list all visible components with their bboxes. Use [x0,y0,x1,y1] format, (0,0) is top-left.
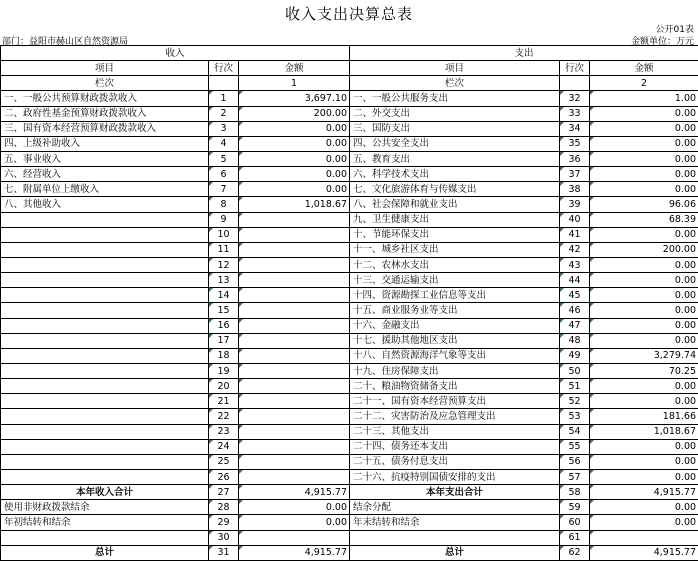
expense-item-name: 二十、粮油物资储备支出 [350,379,560,394]
expense-item-name: 二十二、灾害防治及应急管理支出 [350,409,560,424]
expense-item-name: 十六、金融支出 [350,318,560,333]
expense-amount: 0.00 [590,303,698,318]
expense-line-no: 44 [560,273,590,288]
table-row [1,348,698,363]
income-amount: 200.00 [239,106,350,121]
expense-line-no: 38 [560,182,590,197]
expense-item-name: 十九、住房保障支出 [350,363,560,378]
expense-line-no: 59 [560,500,590,515]
income-item-name [1,303,209,318]
report-title: 收入支出决算总表 [0,3,698,24]
expense-line-no: 40 [560,212,590,227]
expense-amount: 181.66 [590,409,698,424]
income-amount: 0.00 [239,500,350,515]
income-item-header: 项目 [1,61,209,76]
table-row [1,106,698,121]
income-item-name: 本年收入合计 [1,485,209,500]
table-row [1,288,698,303]
table-row [1,167,698,182]
expense-amount: 0.00 [590,273,698,288]
expense-amount: 1,018.67 [590,424,698,439]
table-row [1,469,698,484]
table-row [1,333,698,348]
income-line-no: 25 [209,454,239,469]
income-line-no: 5 [209,151,239,166]
amount-unit: 金额单位：万元 [631,34,694,47]
income-item-name [1,424,209,439]
expense-line-no: 55 [560,439,590,454]
expense-amount: 0.00 [590,454,698,469]
header-column-row [1,61,698,76]
header-column-number-row [1,76,698,91]
expense-amount-header: 金额 [590,61,698,76]
income-item-name [1,439,209,454]
income-item-name [1,273,209,288]
expense-amount: 0.00 [590,227,698,242]
expense-line-no: 60 [560,515,590,530]
expense-line-header: 行次 [560,61,590,76]
income-item-name [1,469,209,484]
expense-item-name: 二十四、债务还本支出 [350,439,560,454]
income-line-no: 9 [209,212,239,227]
income-item-name [1,363,209,378]
expense-item-name: 二十六、抗疫特别国债安排的支出 [350,469,560,484]
expense-amount: 0.00 [590,318,698,333]
income-item-name: 五、事业收入 [1,151,209,166]
carryover-row [1,500,698,515]
income-line-no: 30 [209,530,239,545]
income-line-no: 16 [209,318,239,333]
income-line-no: 3 [209,121,239,136]
expense-amount: 4,915.77 [590,485,698,500]
income-line-no: 1 [209,91,239,106]
income-line-no: 6 [209,167,239,182]
table-row [1,394,698,409]
income-amount: 0.00 [239,151,350,166]
expense-item-name: 十四、资源勘探工业信息等支出 [350,288,560,303]
expense-line-no: 43 [560,257,590,272]
income-item-name [1,333,209,348]
expense-amount: 0.00 [590,136,698,151]
expense-line-no: 41 [560,227,590,242]
income-item-name: 二、政府性基金预算财政拨款收入 [1,106,209,121]
income-amount [239,454,350,469]
expense-item-name: 十三、交通运输支出 [350,273,560,288]
income-column-label: 栏次 [1,76,209,91]
income-line-no: 23 [209,424,239,439]
table-row [1,91,698,106]
expense-amount: 0.00 [590,333,698,348]
expense-item-header: 项目 [350,61,560,76]
income-amount [239,363,350,378]
table-row [1,379,698,394]
income-line-no: 26 [209,469,239,484]
income-line-no: 14 [209,288,239,303]
income-line-no: 19 [209,363,239,378]
income-column-line-blank [209,76,239,91]
income-amount [239,227,350,242]
department-label: 部门：益阳市赫山区自然资源局 [2,34,128,47]
expense-item-name [350,530,560,545]
expense-amount: 0.00 [590,121,698,136]
income-amount: 0.00 [239,121,350,136]
income-line-no: 31 [209,545,239,560]
income-amount: 0.00 [239,515,350,530]
income-amount: 4,915.77 [239,545,350,560]
income-amount [239,303,350,318]
table-row [1,121,698,136]
table-row [1,318,698,333]
table-row [1,227,698,242]
expense-column-line-blank [560,76,590,91]
income-amount [239,394,350,409]
income-item-name: 年初结转和结余 [1,515,209,530]
income-item-name [1,454,209,469]
income-amount: 0.00 [239,136,350,151]
expense-line-no: 58 [560,485,590,500]
expense-line-no: 35 [560,136,590,151]
table-row [1,257,698,272]
income-line-no: 18 [209,348,239,363]
expense-line-no: 34 [560,121,590,136]
income-expense-table [0,45,698,561]
carryover-row [1,515,698,530]
expense-item-name: 三、国防支出 [350,121,560,136]
expense-item-name: 十七、援助其他地区支出 [350,333,560,348]
table-row [1,212,698,227]
income-header: 收入 [1,46,350,61]
expense-amount [590,530,698,545]
expense-line-no: 53 [560,409,590,424]
expense-item-name: 二十三、其他支出 [350,424,560,439]
expense-item-name: 十一、城乡社区支出 [350,242,560,257]
income-item-name [1,318,209,333]
table-row [1,151,698,166]
income-item-name [1,409,209,424]
expense-item-name: 结余分配 [350,500,560,515]
expense-amount: 0.00 [590,106,698,121]
expense-amount: 3,279.74 [590,348,698,363]
income-item-name [1,379,209,394]
income-line-no: 21 [209,394,239,409]
income-amount [239,424,350,439]
expense-line-no: 61 [560,530,590,545]
income-line-no: 8 [209,197,239,212]
income-line-header: 行次 [209,61,239,76]
income-line-no: 29 [209,515,239,530]
income-column-number: 1 [239,76,350,91]
income-item-name [1,348,209,363]
expense-amount: 70.25 [590,363,698,378]
expense-line-no: 50 [560,363,590,378]
expense-line-no: 37 [560,167,590,182]
expense-amount: 0.00 [590,257,698,272]
expense-column-number: 2 [590,76,698,91]
expense-item-name: 十二、农林水支出 [350,257,560,272]
income-item-name: 四、上级补助收入 [1,136,209,151]
income-amount [239,288,350,303]
income-item-name [1,257,209,272]
expense-item-name: 二、外交支出 [350,106,560,121]
income-item-name [1,227,209,242]
expense-line-no: 47 [560,318,590,333]
expense-amount: 96.06 [590,197,698,212]
income-line-no: 15 [209,303,239,318]
income-amount: 0.00 [239,167,350,182]
income-amount: 4,915.77 [239,485,350,500]
expense-amount: 68.39 [590,212,698,227]
expense-item-name: 五、教育支出 [350,151,560,166]
income-item-name [1,288,209,303]
income-line-no: 4 [209,136,239,151]
income-line-no: 20 [209,379,239,394]
expense-item-name: 四、公共安全支出 [350,136,560,151]
expense-item-name: 总计 [350,545,560,560]
expense-item-name: 八、社会保障和就业支出 [350,197,560,212]
income-item-name [1,394,209,409]
table-row [1,136,698,151]
expense-line-no: 42 [560,242,590,257]
income-item-name: 三、国有资本经营预算财政拨款收入 [1,121,209,136]
income-line-no: 10 [209,227,239,242]
income-line-no: 13 [209,273,239,288]
income-line-no: 22 [209,409,239,424]
income-item-name: 总计 [1,545,209,560]
expense-line-no: 32 [560,91,590,106]
form-number: 公开01表 [656,22,694,35]
income-amount [239,242,350,257]
income-amount [239,348,350,363]
income-line-no: 11 [209,242,239,257]
income-line-no: 24 [209,439,239,454]
expense-amount: 4,915.77 [590,545,698,560]
income-amount: 0.00 [239,182,350,197]
income-amount [239,212,350,227]
income-amount [239,318,350,333]
table-row [1,242,698,257]
expense-item-name: 十、节能环保支出 [350,227,560,242]
expense-amount: 0.00 [590,379,698,394]
table-row [1,197,698,212]
expense-amount: 200.00 [590,242,698,257]
income-amount [239,333,350,348]
expense-amount: 0.00 [590,439,698,454]
income-item-name [1,530,209,545]
expense-amount: 0.00 [590,469,698,484]
total-row [1,485,698,500]
income-amount: 3,697.10 [239,91,350,106]
expense-item-name: 十八、自然资源海洋气象等支出 [350,348,560,363]
expense-column-label: 栏次 [350,76,560,91]
expense-item-name: 七、文化旅游体育与传媒支出 [350,182,560,197]
table-row [1,409,698,424]
expense-item-name: 本年支出合计 [350,485,560,500]
grand-total-row [1,545,698,560]
table-row [1,439,698,454]
income-amount [239,469,350,484]
table-row [1,363,698,378]
income-amount [239,409,350,424]
expense-amount: 0.00 [590,500,698,515]
expense-amount: 0.00 [590,515,698,530]
expense-line-no: 51 [560,379,590,394]
expense-item-name: 二十五、债务付息支出 [350,454,560,469]
expense-line-no: 39 [560,197,590,212]
expense-item-name: 二十一、国有资本经营预算支出 [350,394,560,409]
income-line-no: 12 [209,257,239,272]
expense-item-name: 十五、商业服务业等支出 [350,303,560,318]
expense-item-name: 六、科学技术支出 [350,167,560,182]
income-item-name: 七、附属单位上缴收入 [1,182,209,197]
income-amount [239,439,350,454]
expense-line-no: 36 [560,151,590,166]
expense-amount: 0.00 [590,288,698,303]
income-line-no: 28 [209,500,239,515]
expense-line-no: 46 [560,303,590,318]
expense-line-no: 52 [560,394,590,409]
expense-line-no: 57 [560,469,590,484]
table-row [1,424,698,439]
income-line-no: 27 [209,485,239,500]
income-amount [239,379,350,394]
income-amount: 1,018.67 [239,197,350,212]
expense-line-no: 56 [560,454,590,469]
table-row [1,273,698,288]
income-line-no: 2 [209,106,239,121]
income-amount [239,530,350,545]
expense-line-no: 54 [560,424,590,439]
income-amount [239,273,350,288]
expense-amount: 0.00 [590,167,698,182]
expense-item-name: 九、卫生健康支出 [350,212,560,227]
expense-item-name: 一、一般公共服务支出 [350,91,560,106]
expense-line-no: 48 [560,333,590,348]
income-item-name: 使用非财政拨款结余 [1,500,209,515]
carryover-row [1,530,698,545]
income-amount [239,257,350,272]
expense-line-no: 62 [560,545,590,560]
income-item-name: 一、一般公共预算财政拨款收入 [1,91,209,106]
income-item-name [1,242,209,257]
table-row [1,303,698,318]
income-amount-header: 金额 [239,61,350,76]
expense-line-no: 45 [560,288,590,303]
income-item-name: 八、其他收入 [1,197,209,212]
expense-amount: 0.00 [590,394,698,409]
income-item-name [1,212,209,227]
expense-line-no: 33 [560,106,590,121]
expense-amount: 0.00 [590,182,698,197]
expense-amount: 1.00 [590,91,698,106]
income-line-no: 7 [209,182,239,197]
expense-header: 支出 [350,46,698,61]
expense-amount: 0.00 [590,151,698,166]
income-item-name: 六、经营收入 [1,167,209,182]
income-line-no: 17 [209,333,239,348]
table-row [1,454,698,469]
header-section-row [1,46,698,61]
expense-item-name: 年末结转和结余 [350,515,560,530]
expense-line-no: 49 [560,348,590,363]
table-row [1,182,698,197]
